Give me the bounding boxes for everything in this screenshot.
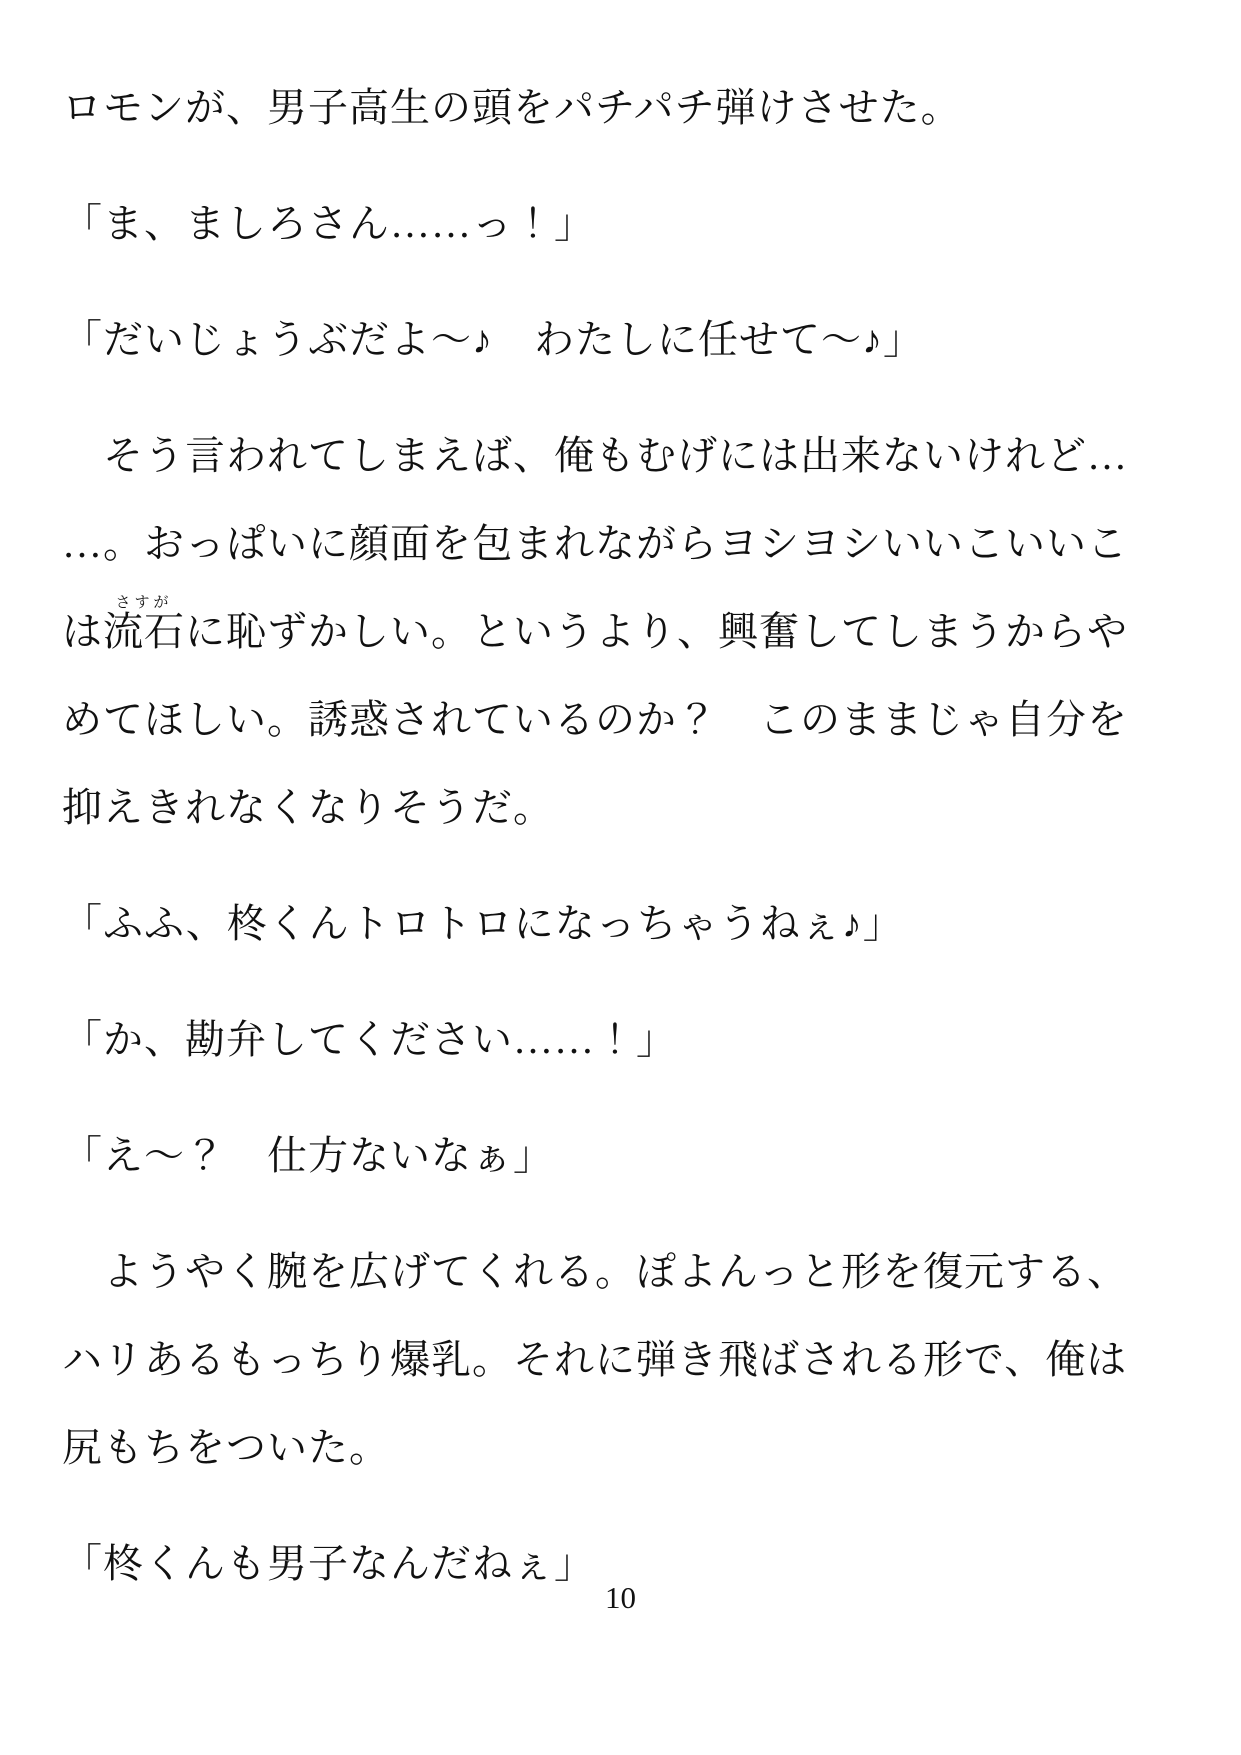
text-line: 「ふふ、柊くんトロトロになっちゃうねぇ♪」: [62, 901, 904, 946]
ruby-base: 流石: [103, 609, 185, 654]
text-line-with-ruby: [62, 588, 1183, 676]
paragraph-dialogue: [62, 296, 1183, 384]
furigana-ruby: [103, 595, 185, 654]
text-segment: に恥ずかしい。というより、興奮してしまうからや: [185, 609, 1128, 654]
paragraph-narrative: [62, 1228, 1183, 1492]
paragraph-narrative: [62, 64, 1183, 152]
text-line: 「え～？ 仕方ないなぁ」: [62, 1133, 554, 1178]
text-line: ロモンが、男子高生の頭をパチパチ弾けさせた。: [62, 85, 962, 130]
paragraph-dialogue: [62, 1112, 1183, 1200]
text-line: めてほしい。誘惑されているのか？ このままじゃ自分を: [62, 697, 1128, 742]
paragraph-dialogue: [62, 180, 1183, 268]
text-line: そう言われてしまえば、俺もむげには出来ないけれど…: [62, 433, 1128, 478]
paragraph-dialogue: [62, 996, 1183, 1084]
text-segment: は: [62, 609, 103, 654]
text-line: …。おっぱいに顔面を包まれながらヨシヨシいいこいいこ: [62, 521, 1128, 566]
text-line: ようやく腕を広げてくれる。ぽよんっと形を復元する、: [62, 1249, 1128, 1294]
text-line: 「ま、ましろさん……っ！」: [62, 201, 595, 246]
ruby-reading: さすが: [103, 595, 185, 611]
text-line: 抑えきれなくなりそうだ。: [62, 785, 554, 830]
paragraph-dialogue: [62, 880, 1183, 968]
text-line: 「だいじょうぶだよ～♪ わたしに任せて～♪」: [62, 317, 924, 362]
text-line: 「柊くんも男子なんだねぇ」: [62, 1541, 595, 1586]
page-number: 10: [605, 1580, 636, 1615]
text-line: ハリあるもっちり爆乳。それに弾き飛ばされる形で、俺は: [62, 1337, 1128, 1382]
paragraph-narrative: [62, 412, 1183, 852]
text-line: 「か、勘弁してください……！」: [62, 1017, 677, 1062]
text-line: 尻もちをついた。: [62, 1425, 390, 1470]
